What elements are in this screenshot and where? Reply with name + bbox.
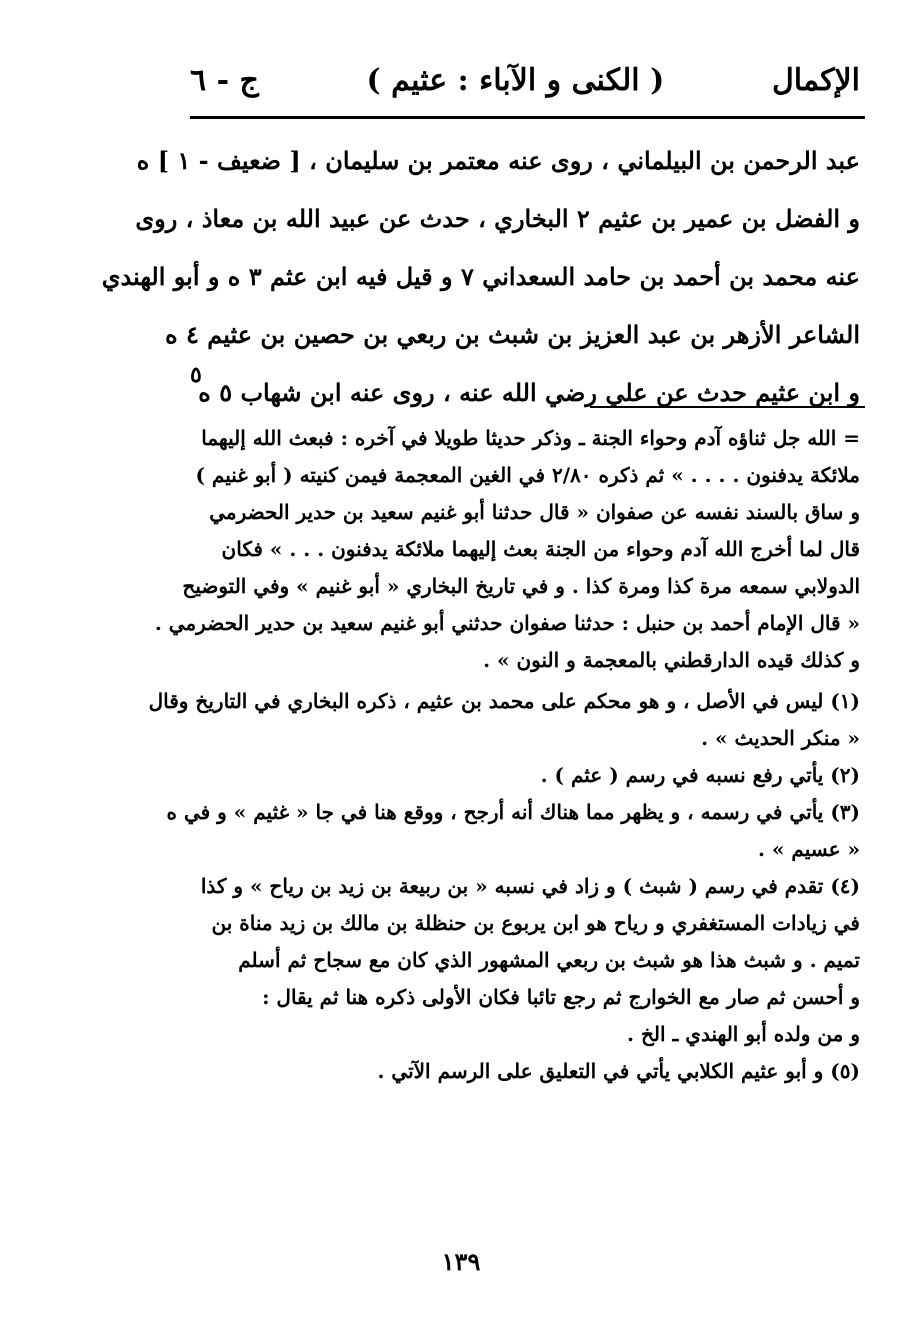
footnote-line: و كذلك قيده الدارقطني بالمعجمة و النون » . (483, 648, 860, 672)
footnote-line: قال لما أخرج الله آدم وحواء من الجنة بعث إليهما ملائكة يدفنون . . . » فكان (221, 537, 860, 561)
main-line: عبد الرحمن بن البيلماني ، روى عنه معتمر بن سليمان ، [ ضعيف - ١ ] ه (136, 146, 860, 175)
footnote-line: الدولابي سمعه مرة كذا ومرة كذا . و في تاريخ البخاري « أبو غنيم » وفي التوضيح (182, 574, 860, 598)
page-number: ١٣٩ (441, 1247, 481, 1276)
footnote-line: « عسيم » . (758, 837, 860, 861)
main-line: عنه محمد بن أحمد بن حامد السعداني ٧ و قيل فيه ابن عثم ٣ ه و أبو الهندي (101, 262, 860, 291)
main-line: و ابن عثيم حدث عن علي رضي الله عنه ، روى عنه ابن شهاب ٥ ه (198, 378, 860, 407)
footnote-line: و أحسن ثم صار مع الخوارج ثم رجع تائبا فكان الأولى ذكره هنا ثم يقال : (262, 985, 860, 1009)
main-text (101, 132, 860, 422)
footnote-line: (٤) تقدم في رسم ( شبث ) و زاد في نسبه « بن ربيعة بن زيد بن رياح » و كذا (200, 874, 860, 898)
footnote-line: = الله جل ثناؤه آدم وحواء الجنة ـ وذكر حديثا طويلا في آخره : فبعث الله إليهما (201, 426, 860, 450)
footnote-line: تميم . و شبث هذا هو شبث بن ربعي المشهور الذي كان مع سجاح ثم أسلم (238, 948, 860, 972)
footnote-line: و ساق بالسند نفسه عن صفوان « قال حدثنا أبو غنيم سعيد بن حدير الحضرمي (209, 500, 860, 524)
main-line: الشاعر الأزهر بن عبد العزيز بن شبث بن ربعي بن حصين بن عثيم ٤ ه (165, 320, 860, 349)
book-title: الإكمال (771, 62, 860, 98)
footnote-line: « قال الإمام أحمد بن حنبل : حدثنا صفوان حدثني أبو غنيم سعيد بن حدير الحضرمي . (154, 611, 860, 635)
volume-label: ج - ٦ (190, 62, 259, 98)
footnote-line: (٣) يأتي في رسمه ، و يظهر مما هناك أنه أرجح ، ووقع هنا في جا « غثيم » و في ه (166, 800, 860, 824)
main-line: و الفضل بن عمير بن عثيم ٢ البخاري ، حدث عن عبيد الله بن معاذ ، روى (135, 204, 860, 233)
footnote-line: (٢) يأتي رفع نسبه في رسم ( عثم ) . (540, 763, 860, 787)
footnote-line: ملائكة يدفنون . . . . » ثم ذكره ٢/٨٠ في الغين المعجمة فيمن كنيته ( أبو غنيم ) (195, 463, 860, 487)
header-rule (190, 116, 865, 119)
footnote-line: (٥) و أبو عثيم الكلابي يأتي في التعليق على الرسم الآتي . (377, 1059, 860, 1083)
line-number-marker: ٥ (190, 362, 202, 388)
footnote-line: و من ولده أبو الهندي ـ الخ . (627, 1022, 860, 1046)
section-title: ( الكنى و الآباء : عثيم ) (366, 62, 665, 98)
footnote-rule (590, 406, 865, 408)
footnotes (148, 420, 860, 1090)
footnote-line: (١) ليس في الأصل ، و هو محكم على محمد بن عثيم ، ذكره البخاري في التاريخ وقال (148, 689, 860, 713)
footnote-line: « منكر الحديث » . (701, 726, 860, 750)
footnote-line: في زيادات المستغفري و رياح هو ابن يربوع بن حنظلة بن مالك بن زيد مناة بن (211, 911, 860, 935)
page-header (190, 58, 860, 102)
